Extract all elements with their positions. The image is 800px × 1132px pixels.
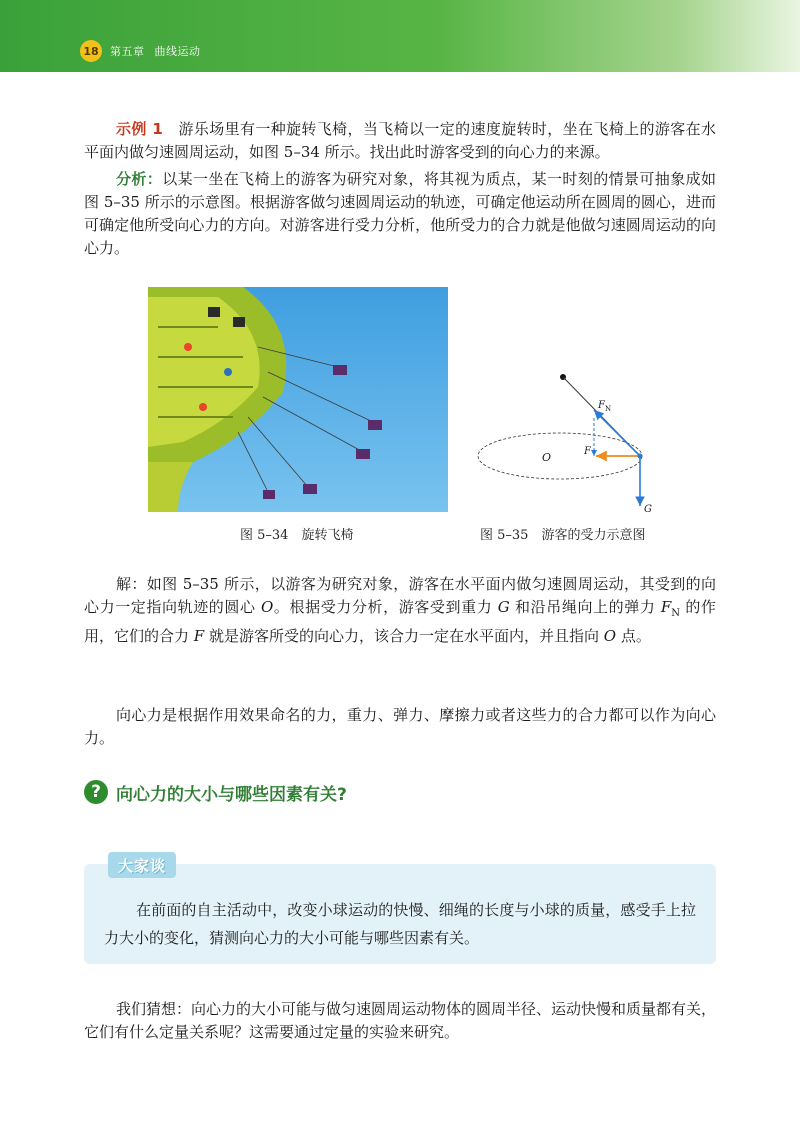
section-title: 向心力的大小与哪些因素有关? bbox=[116, 784, 347, 805]
label-fn: $F_N$ bbox=[598, 400, 612, 413]
symbol-fn-subscript: N bbox=[671, 608, 680, 619]
solution-text-6: 点。 bbox=[616, 627, 651, 645]
analysis-paragraph bbox=[84, 168, 716, 260]
question-icon: ? bbox=[84, 780, 108, 804]
guess-paragraph: 我们猜想：向心力的大小可能与做匀速圆周运动物体的圆周半径、运动快慢和质量都有关，它们有什么定量关系呢？这需要通过定量的实验来研究。 bbox=[84, 1000, 717, 1041]
example-paragraph bbox=[84, 118, 716, 164]
figure-5-35-caption: 图 5–35 游客的受力示意图 bbox=[480, 528, 646, 543]
analysis-label: 分析： bbox=[116, 170, 163, 188]
chapter-title bbox=[110, 43, 201, 59]
note-paragraph: 向心力是根据作用效果命名的力，重力、弹力、摩擦力或者这些力的合力都可以作为向心力。 bbox=[84, 706, 716, 747]
solution-label: 解： bbox=[116, 575, 147, 593]
solution-text-3: 和沿吊绳向上的弹力 bbox=[509, 598, 661, 616]
section-heading bbox=[84, 778, 347, 806]
label-g: G bbox=[644, 504, 652, 515]
page-header bbox=[0, 0, 800, 72]
discussion-text: 在前面的自主活动中，改变小球运动的快慢、细绳的长度与小球的质量，感受手上拉力大小的变化，猜测向心力的大小可能与哪些因素有关。 bbox=[104, 901, 696, 947]
label-f: F bbox=[584, 446, 591, 457]
tension-arrow bbox=[594, 410, 640, 456]
chapter-name: 曲线运动 bbox=[154, 45, 201, 58]
rider-point bbox=[638, 454, 643, 459]
solution-text-1: 如图 5–35 所示，以游客为研究对象，游客在水平面内做匀速圆周运动，其受到的向心力一定指向轨迹的圆心 bbox=[84, 575, 716, 616]
example-label: 示例 1 bbox=[116, 120, 163, 138]
example-text: 游乐场里有一种旋转飞椅，当飞椅以一定的速度旋转时，坐在飞椅上的游客在水平面内做匀速圆周运动，如图 5–34 所示。找出此时游客受到的向心力的来源。 bbox=[84, 120, 716, 161]
symbol-o-2: O bbox=[603, 627, 617, 645]
symbol-o: O bbox=[260, 598, 274, 616]
symbol-f: F bbox=[193, 627, 205, 645]
solution-text-5: 就是游客所受的向心力，该合力一定在水平面内，并且指向 bbox=[204, 627, 604, 645]
figure-5-34-photo bbox=[148, 287, 448, 512]
page-number-badge: 18 bbox=[80, 40, 102, 62]
symbol-fn: F bbox=[660, 598, 672, 616]
discussion-tag: 大家谈 bbox=[108, 852, 176, 878]
analysis-text: 以某一坐在飞椅上的游客为研究对象，将其视为质点，某一时刻的情景可抽象成如图 5–35 所示的示意图。根据游客做匀速圆周运动的轨迹，可确定他运动所在圆周的圆心，进而可确定他所受向心力的方向。对游客进行受力分析，他所受力的合力就是他做匀速圆周运动的向心力。 bbox=[84, 170, 716, 257]
label-o: O bbox=[542, 451, 552, 464]
figure-5-35-diagram bbox=[468, 366, 668, 516]
solution-paragraph bbox=[84, 573, 716, 648]
solution-text-2: 。根据受力分析，游客受到重力 bbox=[273, 598, 498, 616]
solution-text-4: 的作用，它们的合力 bbox=[84, 598, 716, 645]
symbol-g: G bbox=[497, 598, 510, 616]
chapter-number: 第五章 bbox=[110, 45, 145, 58]
figure-5-34-caption: 图 5–34 旋转飞椅 bbox=[240, 528, 354, 543]
